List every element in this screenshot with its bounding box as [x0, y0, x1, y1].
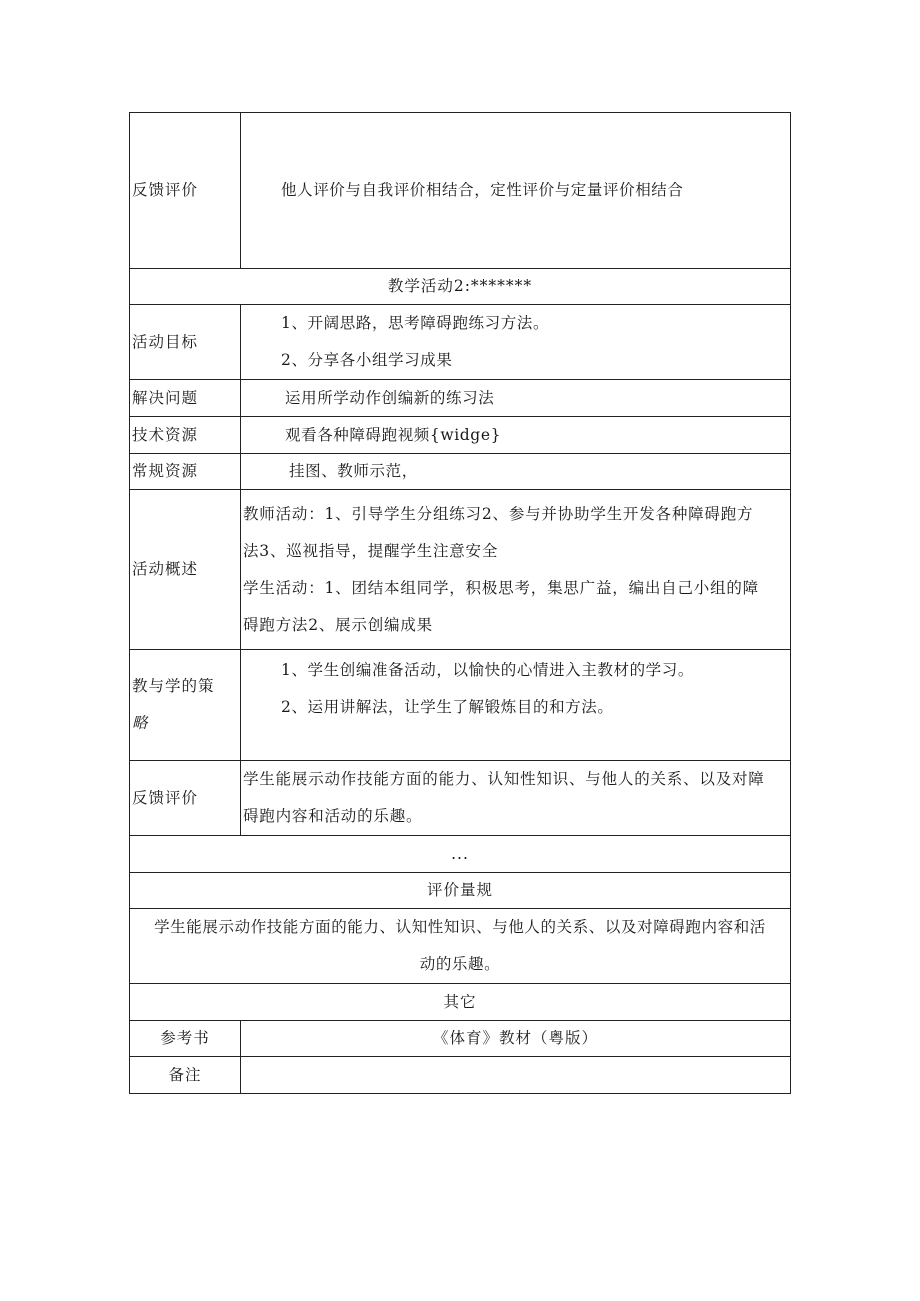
overview-label: 活动概述	[130, 490, 241, 650]
tech-content: 观看各种障碍跑视频{widge}	[241, 417, 791, 454]
strategy-row	[130, 650, 791, 761]
goal-content	[241, 305, 791, 380]
other-header-row	[130, 984, 791, 1021]
goal-line-2: 2、分享各小组学习成果	[281, 351, 453, 369]
strategy-label-line-2: 略	[132, 714, 149, 732]
overview-line-4: 碍跑方法2、展示创编成果	[243, 615, 433, 634]
goal-line-1: 1、开阔思路，思考障碍跑练习方法。	[281, 314, 550, 332]
overview-line-3: 学生活动：1、团结本组同学，积极思考，集思广益，编出自己小组的障	[243, 578, 759, 597]
problem-row	[130, 380, 791, 417]
strategy-content	[241, 650, 791, 761]
feedback2-line-1: 学生能展示动作技能方面的能力、认知性知识、与他人的关系、以及对障	[243, 770, 765, 788]
overview-content	[241, 490, 791, 650]
strategy-line-2: 2、运用讲解法，让学生了解锻炼目的和方法。	[281, 698, 614, 716]
other-header: 其它	[130, 984, 791, 1021]
regular-label: 常规资源	[130, 454, 241, 490]
problem-content: 运用所学动作创编新的练习法	[241, 380, 791, 417]
note-label: 备注	[130, 1057, 241, 1094]
ellipsis: ...	[130, 836, 791, 873]
goal-label: 活动目标	[130, 305, 241, 380]
activity-header-row	[130, 269, 791, 305]
regular-row	[130, 454, 791, 490]
rubric-line-1: 学生能展示动作技能方面的能力、认知性知识、与他人的关系、以及对障碍跑内容和活	[154, 918, 766, 936]
rubric-content	[130, 909, 791, 984]
strategy-label-line-1: 教与学的策	[132, 677, 215, 695]
note-content	[241, 1057, 791, 1094]
overview-line-1: 教师活动：1、引导学生分组练习2、参与并协助学生开发各种障碍跑方	[243, 504, 754, 523]
feedback-row-2	[130, 761, 791, 836]
reference-label: 参考书	[130, 1021, 241, 1057]
tech-row	[130, 417, 791, 454]
rubric-row	[130, 909, 791, 984]
rubric-header-row	[130, 873, 791, 909]
lesson-plan-table	[129, 112, 791, 1094]
note-row	[130, 1057, 791, 1094]
regular-content: 挂图、教师示范，	[241, 454, 791, 490]
tech-label: 技术资源	[130, 417, 241, 454]
reference-row	[130, 1021, 791, 1057]
ellipsis-row	[130, 836, 791, 873]
feedback-content: 他人评价与自我评价相结合，定性评价与定量评价相结合	[241, 113, 791, 269]
problem-label: 解决问题	[130, 380, 241, 417]
goal-row	[130, 305, 791, 380]
feedback-row-1	[130, 113, 791, 269]
strategy-line-1: 1、学生创编准备活动，以愉快的心情进入主教材的学习。	[281, 661, 694, 679]
activity2-header: 教学活动2:*******	[130, 269, 791, 305]
reference-content: 《体育》教材（粤版）	[241, 1021, 791, 1057]
feedback-label: 反馈评价	[130, 113, 241, 269]
feedback2-content	[241, 761, 791, 836]
overview-line-2: 法3、巡视指导，提醒学生注意安全	[243, 541, 499, 560]
overview-row	[130, 490, 791, 650]
feedback2-line-2: 碍跑内容和活动的乐趣。	[243, 807, 423, 825]
rubric-header: 评价量规	[130, 873, 791, 909]
rubric-line-2: 动的乐趣。	[419, 955, 501, 973]
strategy-label	[130, 650, 241, 761]
feedback2-label: 反馈评价	[130, 761, 241, 836]
